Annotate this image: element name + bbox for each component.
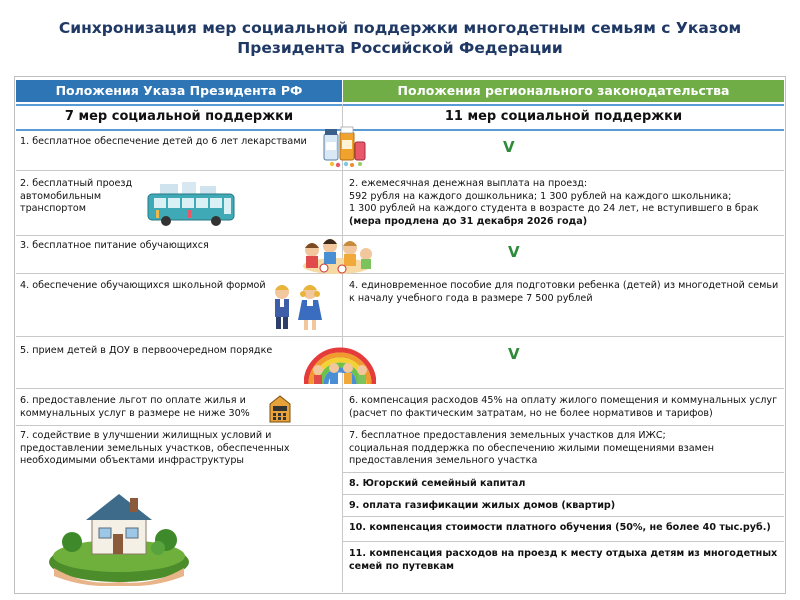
check-mark-row-1: V xyxy=(503,138,515,156)
right-row-7-line-1: 7. бесплатное предоставления земельных участков для ИЖС; xyxy=(349,430,666,441)
page-title xyxy=(0,18,800,58)
right-row-4 xyxy=(349,280,781,305)
right-row-2-line-3: 1 300 рублей на каждого студента в возрасте до 24 лет, не вступившего в брак xyxy=(349,203,759,214)
subheader-right: 11 мер социальной поддержки xyxy=(444,109,683,124)
right-row-7-line-2: социальная поддержка по обеспечению жилыми помещениями взамен xyxy=(349,442,715,454)
title-line-1: Синхронизация мер социальной поддержки многодетным семьям с Указом xyxy=(58,19,742,37)
left-row-3 xyxy=(20,240,320,253)
title-line-2: Президента Российской Федерации xyxy=(237,39,563,57)
left-row-7 xyxy=(20,430,340,468)
school-uniform-kids-illustration xyxy=(266,282,328,334)
right-row-4-line-1: 4. единовременное пособие для подготовки ребенка (детей) из многодетной семьи xyxy=(349,280,779,291)
left-row-3-text: 3. бесплатное питание обучающихся xyxy=(20,240,209,251)
utility-meter-icon xyxy=(268,394,292,424)
left-row-5-text: 5. прием детей в ДОУ в первоочередном порядке xyxy=(20,345,273,356)
left-row-6-line-1: 6. предоставление льгот по оплате жилья и xyxy=(20,395,246,406)
right-row-2-note: (мера продлена до 31 декабря 2026 года) xyxy=(349,215,588,227)
right-row-9-text: 9. оплата газификации жилых домов (квартир) xyxy=(349,500,616,511)
header-right: Положения регионального законодательства xyxy=(343,80,784,102)
kindergarten-rainbow-illustration xyxy=(304,340,376,386)
row-separator xyxy=(16,336,784,337)
left-row-2 xyxy=(20,178,160,216)
right-row-6-line-2: (расчет по фактическим затратам, но не более нормативов и тарифов) xyxy=(349,407,713,419)
row-separator xyxy=(343,541,784,542)
left-row-1 xyxy=(20,136,320,149)
right-row-6 xyxy=(349,395,781,420)
right-row-8-text: 8. Югорский семейный капитал xyxy=(349,478,526,489)
right-row-7 xyxy=(349,430,781,468)
right-row-4-line-2: к началу учебного года в размере 7 500 рублей xyxy=(349,292,593,304)
right-row-11-line-2: семей по путевкам xyxy=(349,560,455,572)
left-row-6-line-2: коммунальных услуг в размере не ниже 30% xyxy=(20,407,250,419)
right-row-10-text: 10. компенсация стоимости платного обучения (50%, не более 40 тыс.руб.) xyxy=(349,522,771,533)
left-row-1-text: 1. бесплатное обеспечение детей до 6 лет лекарствами xyxy=(20,136,307,147)
row-separator xyxy=(343,516,784,517)
left-row-2-line-3: транспортом xyxy=(20,203,87,214)
right-row-11 xyxy=(349,548,781,573)
subheader-divider xyxy=(16,129,784,131)
left-row-7-line-1: 7. содействие в улучшении жилищных условий и xyxy=(20,430,272,441)
left-row-7-line-2: предоставлении земельных участков, обеспеченных xyxy=(20,442,290,454)
right-row-11-line-1: 11. компенсация расходов на проезд к месту отдыха детям из многодетных xyxy=(349,548,778,559)
header-left: Положения Указа Президента РФ xyxy=(16,80,342,102)
right-row-2-line-2: 592 рубля на каждого дошкольника; 1 300 рублей на каждого школьника; xyxy=(349,190,732,202)
right-row-2-line-1: 2. ежемесячная денежная выплата на проезд: xyxy=(349,178,588,189)
subheader-left: 7 мер социальной поддержки xyxy=(64,109,294,124)
house-on-grass-illustration xyxy=(44,476,194,586)
medicine-bottles-illustration xyxy=(320,124,368,168)
row-separator xyxy=(16,235,784,236)
check-mark-row-5: V xyxy=(508,345,520,363)
left-row-5 xyxy=(20,345,320,358)
row-separator xyxy=(343,472,784,473)
right-row-10 xyxy=(349,522,781,535)
check-mark-row-3: V xyxy=(508,243,520,261)
right-row-2 xyxy=(349,178,781,228)
right-row-7-line-3: предоставления земельного участка xyxy=(349,455,538,466)
right-row-6-line-1: 6. компенсация расходов 45% на оплату жилого помещения и коммунальных услуг xyxy=(349,395,778,406)
left-row-7-line-3: необходимыми объектами инфраструктуры xyxy=(20,455,244,466)
row-separator xyxy=(16,273,784,274)
row-separator xyxy=(343,494,784,495)
children-eating-illustration xyxy=(300,236,374,276)
row-separator xyxy=(16,170,784,171)
row-separator xyxy=(16,425,784,426)
left-row-4-text: 4. обеспечение обучающихся школьной формой xyxy=(20,280,266,291)
right-row-8 xyxy=(349,478,781,491)
left-row-2-line-2: автомобильным xyxy=(20,190,102,202)
left-row-2-line-1: 2. бесплатный проезд xyxy=(20,178,133,189)
right-row-9 xyxy=(349,500,781,513)
row-separator xyxy=(16,388,784,389)
bus-illustration xyxy=(146,182,238,228)
